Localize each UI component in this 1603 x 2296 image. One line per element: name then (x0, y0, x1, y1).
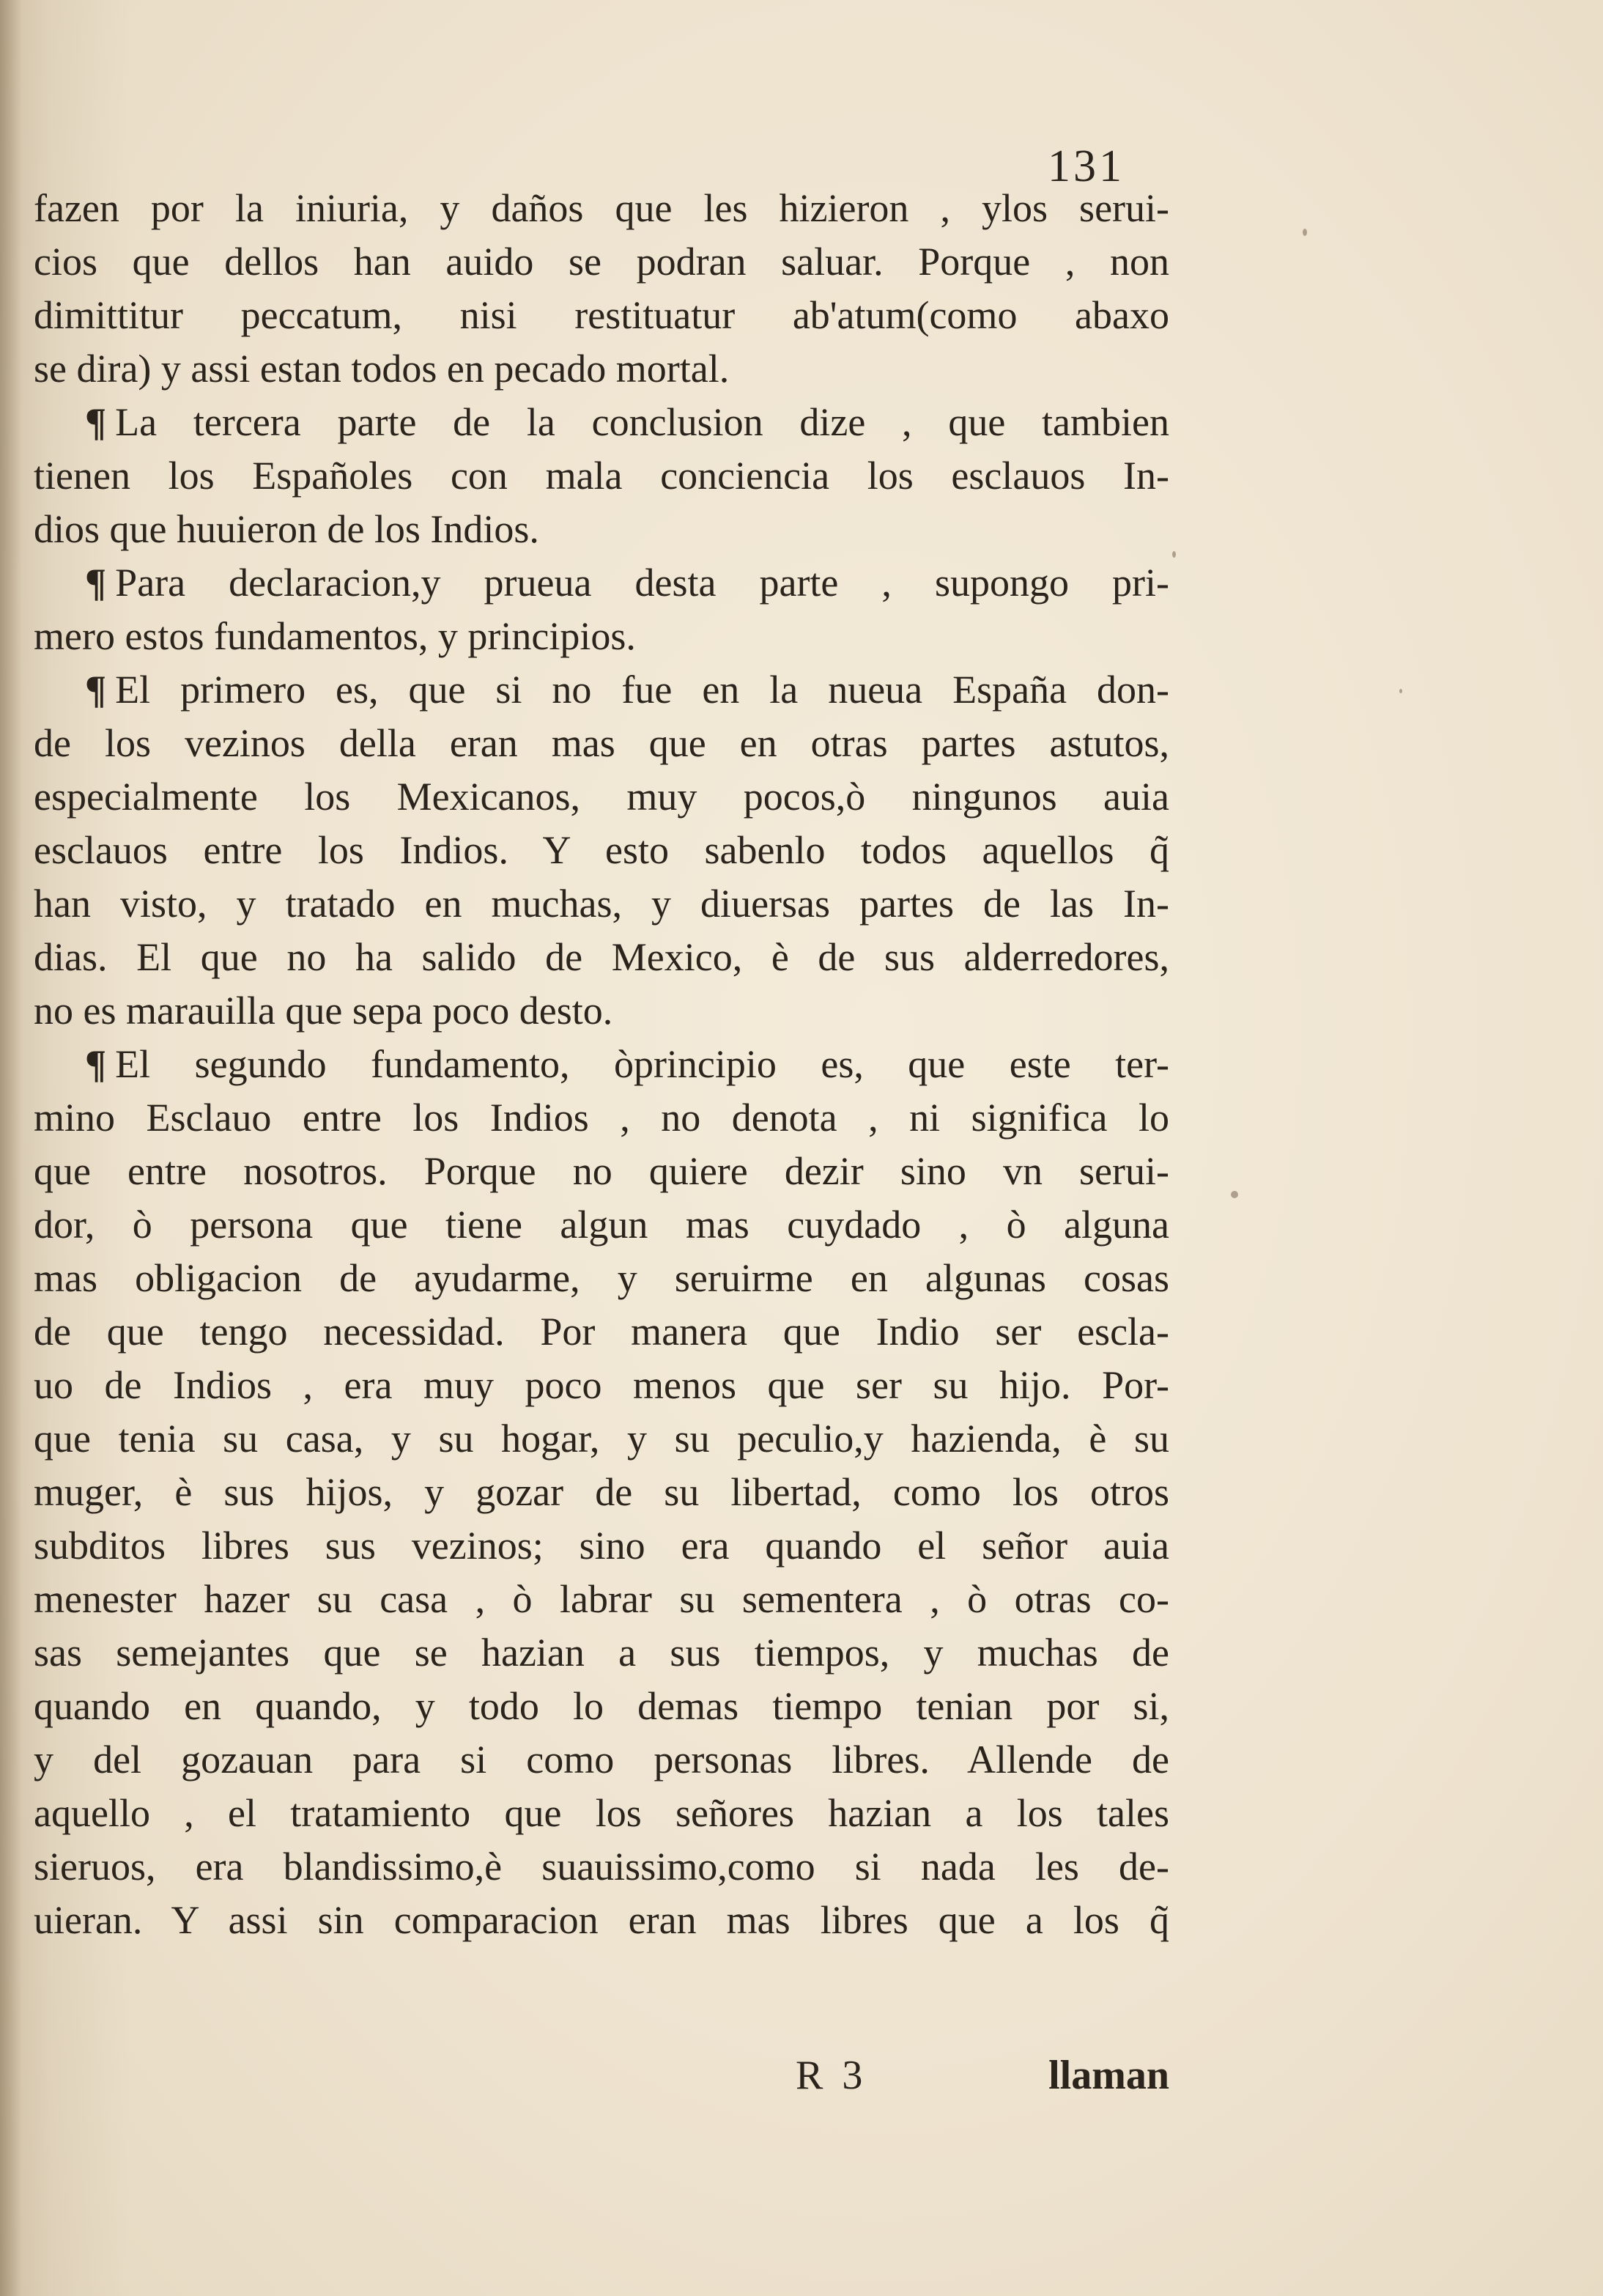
text-line: mino Esclauo entre los Indios , no denota , ni significa lo (34, 1096, 1169, 1140)
paragraph-mark: ¶ (85, 1042, 107, 1086)
paragraph-first-line (34, 396, 1169, 449)
text-line: cios que dellos han auido se podran saluar. Porque , non (34, 240, 1169, 284)
text-line: dias. El que no ha salido de Mexico, è de sus alderredores, (34, 935, 1169, 979)
paper-fleck (1231, 1191, 1238, 1198)
text-line: dor, ò persona que tiene algun mas cuydado , ò alguna (34, 1203, 1169, 1247)
text-line: y del gozauan para si como personas libres. Allende de (34, 1738, 1169, 1782)
text-line: han visto, y tratado en muchas, y diuersas partes de las In- (34, 882, 1169, 926)
text-line: de que tengo necessidad. Por manera que Indio ser escla- (34, 1310, 1169, 1354)
text-line: de los vezinos della eran mas que en otras partes astutos, (34, 721, 1169, 765)
signature-mark: R 3 (796, 2053, 867, 2098)
paragraph-first-line (34, 1038, 1169, 1091)
text-line: La tercera parte de la conclusion dize , que tambien (115, 400, 1169, 444)
paragraph-mark: ¶ (85, 400, 107, 444)
text-line: uo de Indios , era muy poco menos que ser su hijo. Por- (34, 1363, 1169, 1407)
text-line: se dira) y assi estan todos en pecado mortal. (34, 347, 730, 391)
text-line: sieruos, era blandissimo,è suauissimo,como si nada les de- (34, 1845, 1169, 1889)
text-line: dimittitur peccatum, nisi restituatur ab'atum(como abaxo (34, 293, 1169, 337)
text-line: esclauos entre los Indios. Y esto sabenlo todos aquellos q̃ (34, 828, 1169, 872)
text-line: que tenia su casa, y su hogar, y su peculio,y hazienda, è su (34, 1417, 1169, 1461)
text-line: especialmente los Mexicanos, muy pocos,ò ningunos auia (34, 775, 1169, 819)
catchword: llaman (1048, 2053, 1169, 2098)
main-text (34, 182, 1169, 1947)
paragraph-first-line (34, 663, 1169, 717)
text-line: mero estos fundamentos, y principios. (34, 614, 636, 658)
text-line: menester hazer su casa , ò labrar su sementera , ò otras co- (34, 1577, 1169, 1621)
text-line: subditos libres sus vezinos; sino era quando el señor auia (34, 1524, 1169, 1568)
paper-fleck (1303, 229, 1307, 236)
paper-fleck (1399, 689, 1402, 693)
text-line: no es marauilla que sepa poco desto. (34, 989, 613, 1033)
text-line: que entre nosotros. Porque no quiere dezir sino vn serui- (34, 1149, 1169, 1193)
text-line: El primero es, que si no fue en la nueua España don- (115, 668, 1169, 712)
text-line: tienen los Españoles con mala conciencia los esclauos In- (34, 454, 1169, 498)
text-line: uieran. Y assi sin comparacion eran mas libres que a los q̃ (34, 1898, 1169, 1942)
gutter-shadow (0, 0, 22, 2296)
text-line: aquello , el tratamiento que los señores hazian a los tales (34, 1791, 1169, 1835)
text-line: sas semejantes que se hazian a sus tiempos, y muchas de (34, 1631, 1169, 1675)
text-line: muger, è sus hijos, y gozar de su libertad, como los otros (34, 1470, 1169, 1514)
paragraph-mark: ¶ (85, 668, 107, 712)
text-line: quando en quando, y todo lo demas tiempo tenian por si, (34, 1684, 1169, 1728)
paper-fleck (1172, 551, 1176, 558)
text-line: fazen por la iniuria, y daños que les hizieron , ylos serui- (34, 186, 1169, 230)
paragraph-first-line (34, 556, 1169, 610)
text-line: mas obligacion de ayudarme, y seruirme en algunas cosas (34, 1256, 1169, 1300)
page-footer (34, 2052, 1169, 2111)
page-number: 131 (1048, 141, 1125, 191)
text-line: El segundo fundamento, òprincipio es, que este ter- (115, 1042, 1169, 1086)
text-line: Para declaracion,y prueua desta parte , supongo pri- (115, 561, 1169, 605)
paragraph-mark: ¶ (85, 561, 107, 605)
text-line: dios que huuieron de los Indios. (34, 507, 539, 551)
